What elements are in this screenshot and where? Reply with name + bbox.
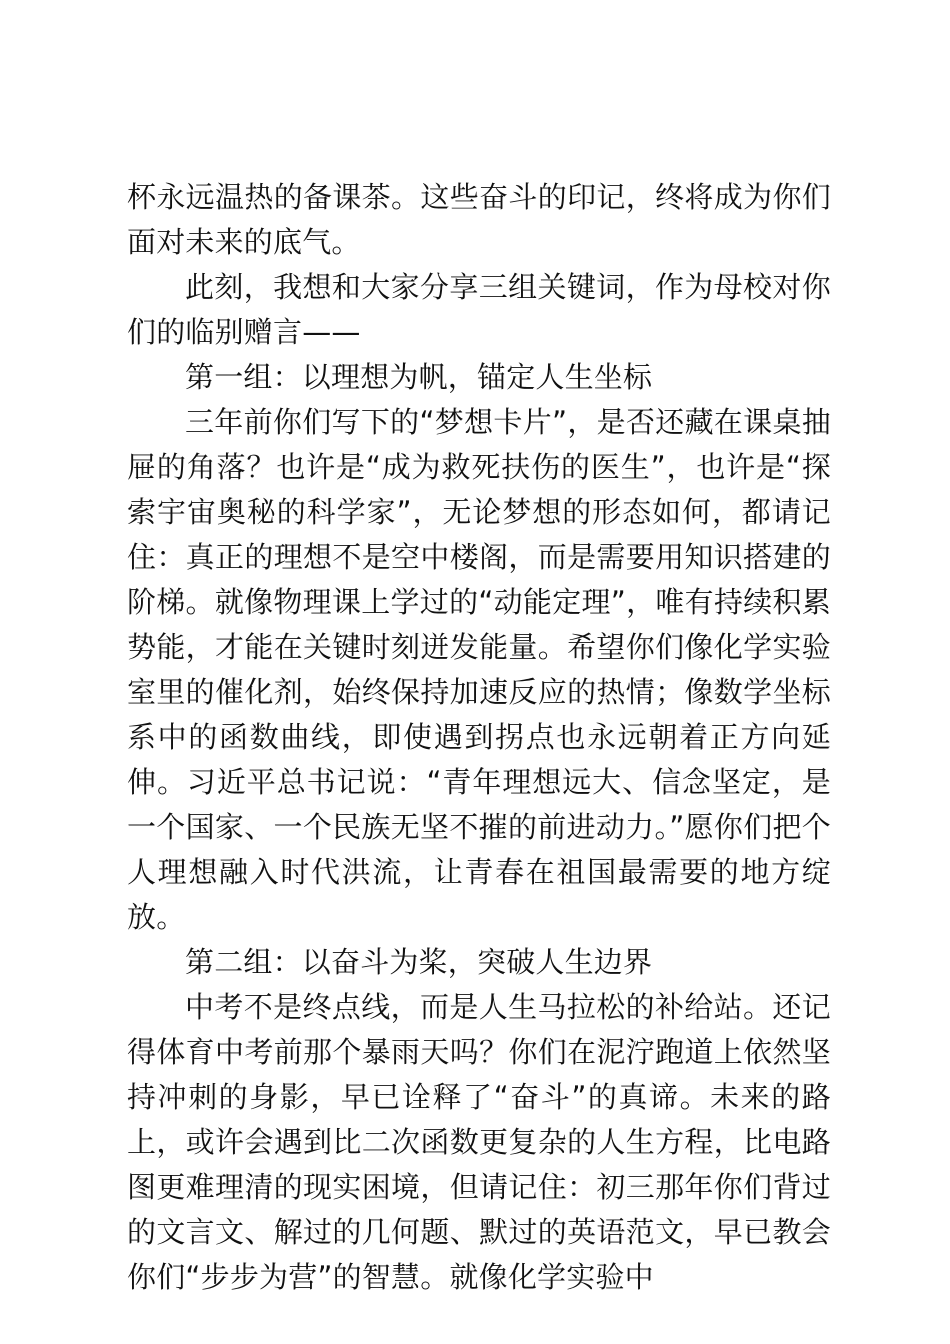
paragraph-ideal: 三年前你们写下的“梦想卡片”，是否还藏在课桌抽屉的角落？也许是“成为救死扶伤的医生”，也许是“探索宇宙奥秘的科学家”，无论梦想的形态如何，都请记住：真正的理想不是空中楼阁，而是需要用知识搭建的阶梯。就像物理课上学过的“动能定理”，唯有持续积累势能，才能在关键时刻迸发能量。希望你们像化学实验室里的催化剂，始终保持加速反应的热情；像数学坐标系中的函数曲线，即使遇到拐点也永远朝着正方向延伸。习近平总书记说：“青年理想远大、信念坚定，是一个国家、一个民族无坚不摧的前进动力。”愿你们把个人理想融入时代洪流，让青春在祖国最需要的地方绽放。 (127, 405, 831, 934)
paragraph-struggle: 中考不是终点线，而是人生马拉松的补给站。还记得体育中考前那个暴雨天吗？你们在泥泞跑道上依然坚持冲刺的身影，早已诠释了“奋斗”的真谛。未来的路上，或许会遇到比二次函数更复杂的人生方程，比电路图更难理清的现实困境，但请记住：初三那年你们背过的文言文、解过的几何题、默过的英语范文，早已教会你们“步步为营”的智慧。就像化学实验中 (127, 990, 831, 1294)
section-heading-struggle: 第二组：以奋斗为桨，突破人生边界 (185, 945, 653, 979)
paragraph-continuation: 杯永远温热的备课茶。这些奋斗的印记，终将成为你们面对未来的底气。 (127, 180, 831, 259)
document-body (127, 175, 831, 1300)
paragraph-farewell-intro: 此刻，我想和大家分享三组关键词，作为母校对你们的临别赠言—— (127, 270, 831, 349)
section-heading-ideal: 第一组：以理想为帆，锚定人生坐标 (185, 360, 653, 394)
